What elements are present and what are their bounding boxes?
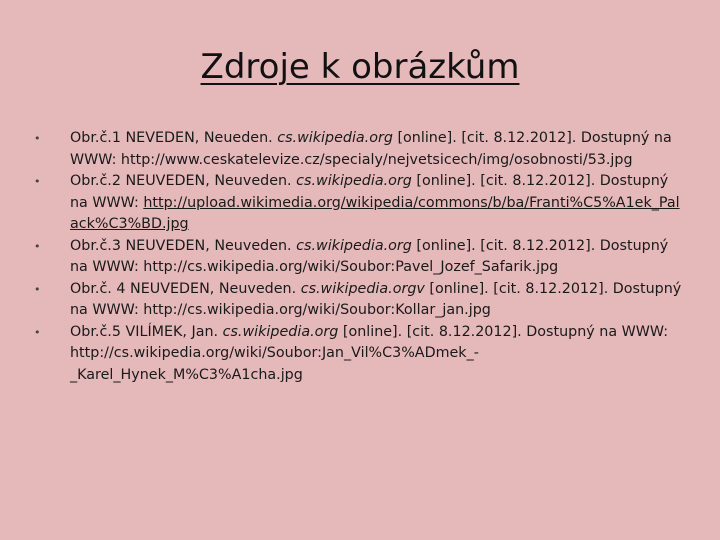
bullet-icon: • xyxy=(34,132,41,145)
reference-item-1 xyxy=(34,128,684,171)
reference-site: cs.wikipedia.org xyxy=(296,237,412,254)
reference-text: Obr.č.3 NEUVEDEN, Neuveden. xyxy=(70,237,297,254)
reference-text: Obr.č. 4 NEUVEDEN, Neuveden. xyxy=(70,280,301,297)
bullet-icon: • xyxy=(34,325,41,339)
reference-details: [online]. [cit. 8.12.2012]. Dostupný na WWW: http://www.ceskatelevize.cz/specialy/nejvetsicech/img/osobnosti/53.jpg xyxy=(70,130,672,168)
bullet-icon: • xyxy=(34,239,41,253)
reference-item-4 xyxy=(34,279,684,322)
reference-text: Obr.č.5 VILÍMEK, Jan. xyxy=(70,323,223,340)
reference-item-5 xyxy=(34,322,684,387)
reference-site: cs.wikipedia.org xyxy=(222,323,339,340)
reference-site: cs.wikipedia.orgv xyxy=(300,280,425,297)
reference-details: [online]. [cit. 8.12.2012]. Dostupný na WWW: http://cs.wikipedia.org/wiki/Soubor:Jan_Vil%C3%ADmek_-_Karel_Hynek_M%C3%A1cha.jpg xyxy=(70,323,669,383)
reference-item-3 xyxy=(34,236,684,279)
page-title: Zdroje k obrázkům xyxy=(200,47,520,87)
reference-details: [online]. [cit. 8.12.2012]. Dostupný na WWW: xyxy=(70,173,669,211)
reference-link[interactable]: http://upload.wikimedia.org/wikipedia/commons/b/ba/Franti%C5%A1ek_Palack%C3%BD.jpg xyxy=(70,194,680,232)
reference-text: Obr.č.1 NEVEDEN, Neueden. xyxy=(70,130,278,146)
reference-item-2 xyxy=(34,171,684,236)
bullet-icon: • xyxy=(34,175,41,188)
reference-list xyxy=(34,128,684,386)
reference-text: Obr.č.2 NEUVEDEN, Neuveden. xyxy=(70,173,297,189)
reference-details: [online]. [cit. 8.12.2012]. Dostupný na WWW: http://cs.wikipedia.org/wiki/Soubor:Kollar_jan.jpg xyxy=(70,280,682,318)
bullet-icon: • xyxy=(34,282,41,296)
reference-site: cs.wikipedia.org xyxy=(277,130,393,146)
reference-site: cs.wikipedia.org xyxy=(296,173,412,189)
reference-details: [online]. [cit. 8.12.2012]. Dostupný na WWW: http://cs.wikipedia.org/wiki/Soubor:Pavel_Jozef_Safarik.jpg xyxy=(70,237,669,275)
